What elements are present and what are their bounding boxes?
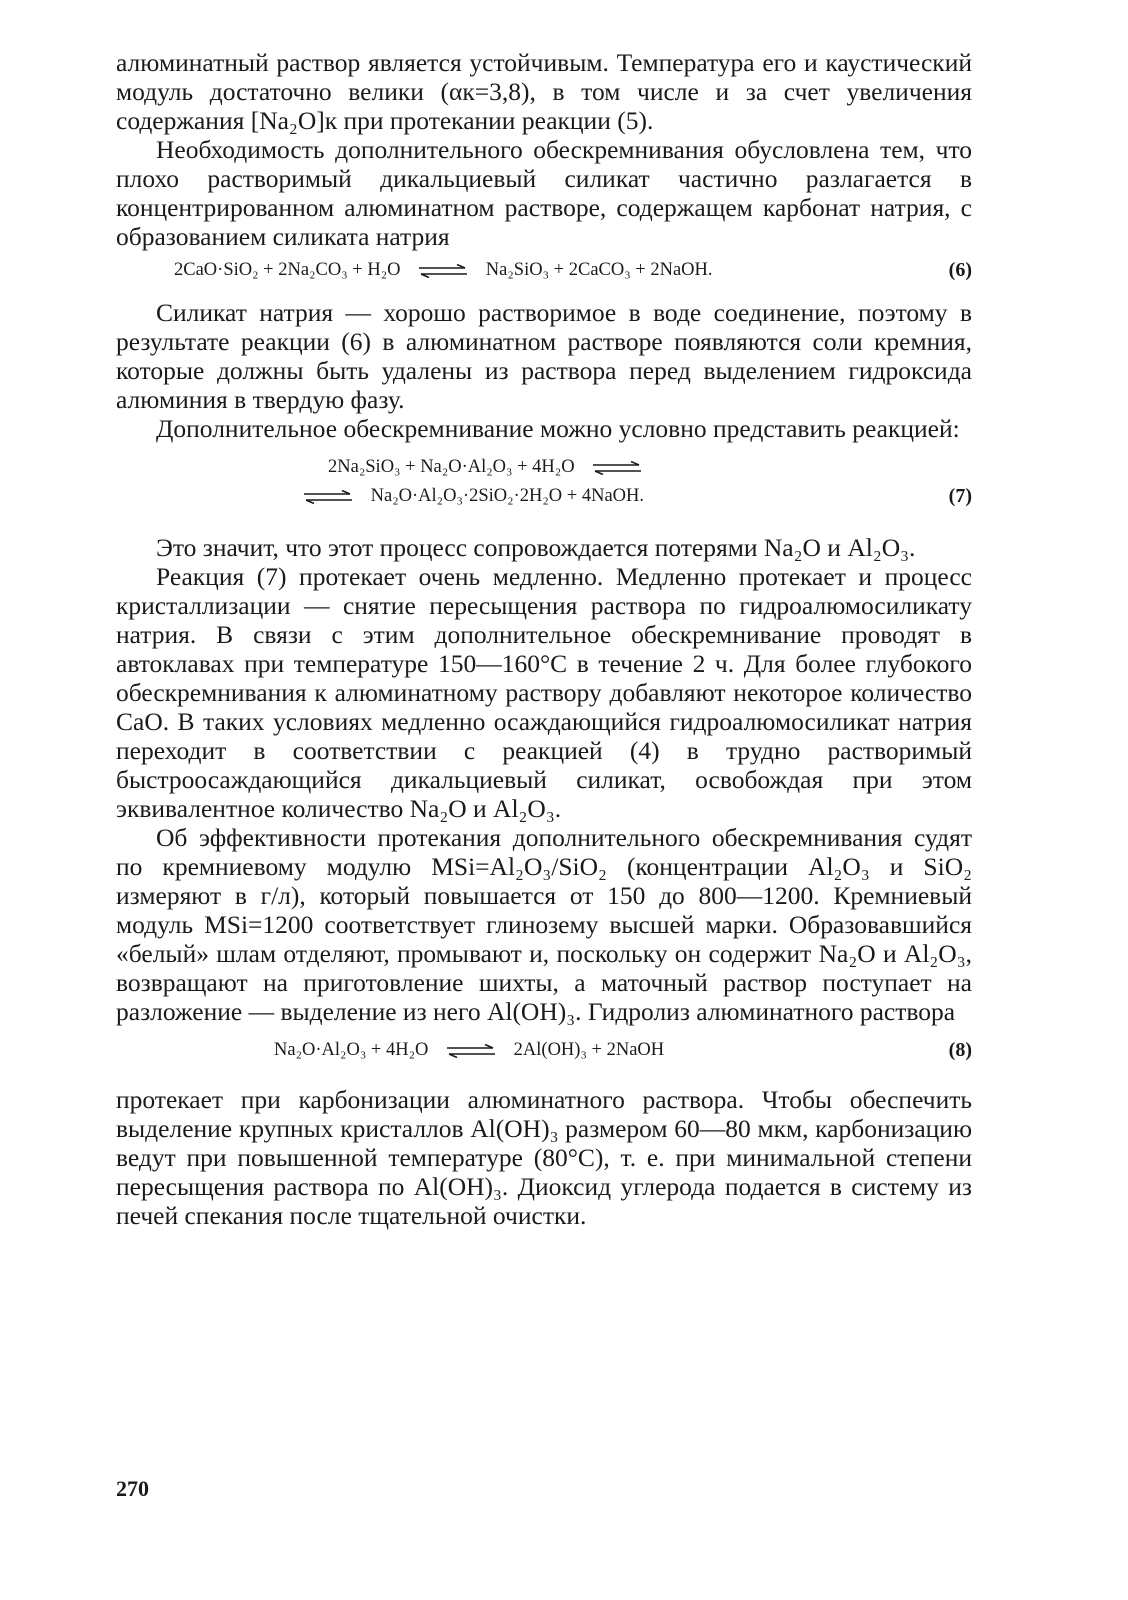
equation-7-line-2-text: Na₂O·Al₂O₃·2SiO₂·2H₂O + 4NaOH. [370, 486, 645, 506]
page-number: 270 [116, 1476, 149, 1501]
page-body [116, 48, 972, 1230]
paragraph-5: Это значит, что этот процесс сопровождается потерями Na₂O и Al₂O₃. [156, 533, 916, 562]
equation-7-line-1 [116, 453, 972, 482]
paragraph-2: Необходимость дополнительного обескремнивания обусловлена тем, что плохо растворимый дикальциевый силикат частично разлагается в концентрированном алюминатном растворе, содержащем карбонат натрия, с образованием силиката натрия [116, 135, 972, 251]
equation-8-right: 2Al(OH)₃ + 2NaOH [513, 1040, 665, 1060]
equation-6 [116, 256, 972, 285]
equation-7-line-2 [116, 482, 972, 511]
equation-7-number: (7) [948, 485, 972, 507]
paragraph-4: Дополнительное обескремнивание можно условно представить реакцией: [156, 414, 960, 443]
equilibrium-arrow-icon [302, 490, 354, 504]
paragraph-7: Об эффективности протекания дополнительного обескремнивания судят по кремниевому модулю MSi=Al₂O₃/SiO₂ (концентрации Al₂O₃ и SiO₂ измеряют в г/л), который повышается от 150 до 800—1200. Кремниевый модуль MSi=1200 соответствует глинозему высшей марки. Образовавшийся «белый» шлам отделяют, промывают и, поскольку он содержит Na₂O и Al₂O₃, возвращают на приготовление шихты, а маточный раствор поступает на разложение — выделение из него Al(OH)₃. Гидролиз алюминатного раствора [116, 823, 972, 1026]
equation-6-left: 2CaO·SiO₂ + 2Na₂CO₃ + H₂O [174, 260, 401, 280]
equation-6-right: Na₂SiO₃ + 2CaCO₃ + 2NaOH. [485, 260, 713, 280]
equation-6-number: (6) [948, 259, 972, 281]
equation-7-line-1-text: 2Na₂SiO₃ + Na₂O·Al₂O₃ + 4H₂O [328, 457, 575, 477]
paragraph-6: Реакция (7) протекает очень медленно. Медленно протекает и процесс кристаллизации — снятие пересыщения раствора по гидроалюмосиликату натрия. В связи с этим дополнительное обескремнивание проводят в автоклавах при температуре 150—160°С в течение 2 ч. Для более глубокого обескремнивания к алюминатному раствору добавляют некоторое количество СаО. В таких условиях медленно осаждающийся гидроалюмосиликат натрия переходит в соответствии с реакцией (4) в трудно растворимый быстроосаждающийся дикальциевый силикат, освобождая при этом эквивалентное количество Na₂O и Al₂O₃. [116, 562, 972, 823]
paragraph-3: Силикат натрия — хорошо растворимое в воде соединение, поэтому в результате реакции (6) в алюминатном растворе появляются соли кремния, которые должны быть удалены из раствора перед выделением гидроксида алюминия в твердую фазу. [116, 298, 972, 414]
equation-8 [116, 1036, 972, 1065]
equation-8-number: (8) [948, 1039, 972, 1061]
paragraph-1: алюминатный раствор является устойчивым. Температура его и каустический модуль достаточно велики (αк=3,8), в том числе и за счет увеличения содержания [Na₂O]к при протекании реакции (5). [116, 48, 972, 135]
equation-8-left: Na₂O·Al₂O₃ + 4H₂O [274, 1040, 429, 1060]
paragraph-8: протекает при карбонизации алюминатного раствора. Чтобы обеспечить выделение крупных кристаллов Al(OH)₃ размером 60—80 мкм, карбонизацию ведут при повышенной температуре (80°С), т. е. при минимальной степени пересыщения раствора по Al(OH)₃. Диоксид углерода подается в систему из печей спекания после тщательной очистки. [116, 1085, 972, 1230]
equilibrium-arrow-icon [591, 461, 643, 475]
equilibrium-arrow-icon [445, 1044, 497, 1058]
equilibrium-arrow-icon [417, 264, 469, 278]
